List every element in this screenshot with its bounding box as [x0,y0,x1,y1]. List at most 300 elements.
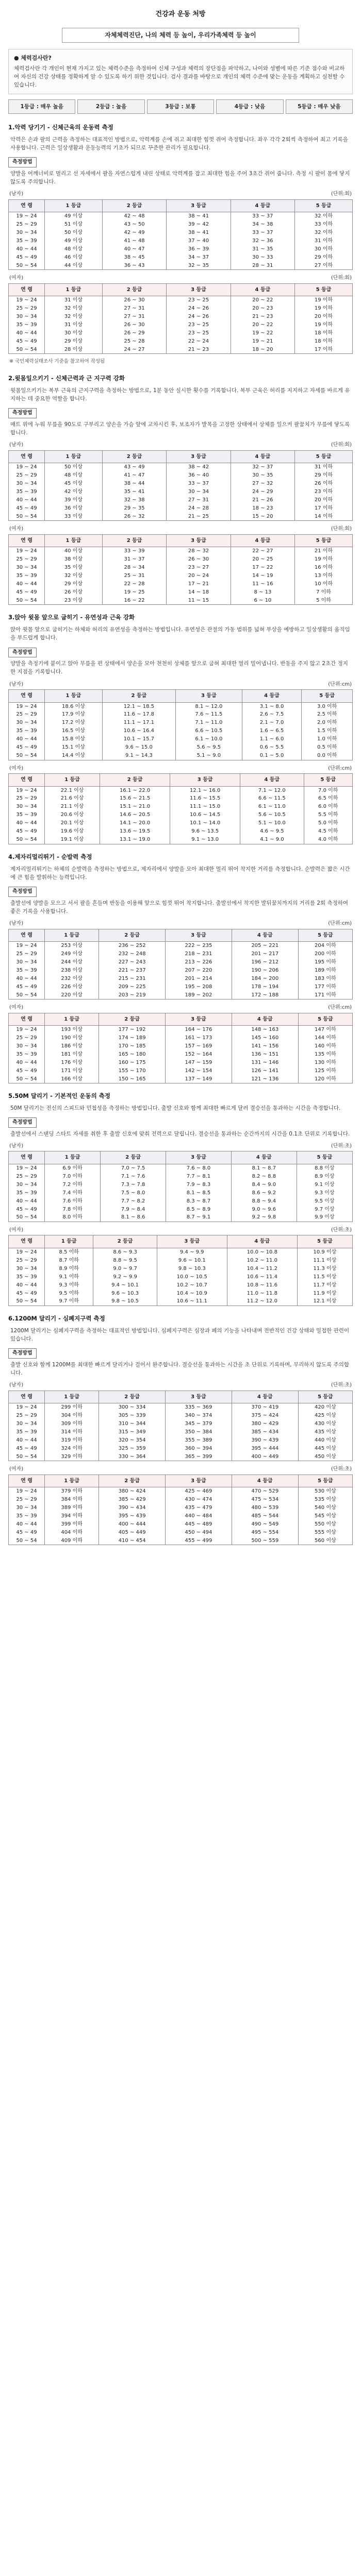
score-cell: 335 ~ 369 [166,1403,232,1412]
gender-label: (남자) [9,921,24,927]
score-cell: 9.3 이하 [45,1281,93,1289]
score-cell: 370 ~ 419 [232,1403,298,1412]
score-cell: 320 ~ 354 [99,1436,166,1445]
age-cell: 25 ~ 29 [9,304,45,313]
score-cell: 20 ~ 24 [167,572,231,580]
score-cell: 51 이상 [45,221,103,229]
score-cell: 221 ~ 237 [99,967,166,975]
gender-label: (여자) [9,765,24,771]
score-cell: 35 ~ 41 [102,488,166,496]
score-cell: 6.9 이하 [45,1164,101,1172]
score-cell: 189 이하 [298,967,352,975]
score-cell: 405 ~ 449 [99,1529,166,1537]
score-cell: 120 이하 [298,1075,352,1083]
female-score-table [8,283,353,354]
score-cell: 49 이상 [45,212,103,221]
score-cell: 11 ~ 15 [167,597,231,605]
gender-label: (여자) [9,1466,24,1472]
age-column-header: 연 령 [9,1475,45,1487]
score-cell: 11.3 이상 [297,1264,352,1273]
age-cell: 25 ~ 29 [9,1412,45,1420]
age-cell: 35 ~ 39 [9,237,45,245]
method-description: 매트 위에 누워 무릎을 90도로 구부리고 양손을 가슴 앞에 교차시킨 후, 보조자가 발목을 고정한 상태에서 상체를 일으켜 팔꿈치가 무릎에 닿도록 합니다. [10,421,350,436]
score-cell: 8.3 ~ 8.7 [166,1197,232,1205]
age-cell: 19 ~ 24 [9,296,45,304]
age-cell: 25 ~ 29 [9,1172,45,1180]
table-row [9,229,353,237]
score-cell: 28 ~ 31 [231,262,294,270]
score-cell: 31 ~ 35 [231,245,294,253]
score-cell: 155 ~ 170 [99,1067,166,1075]
table-row [9,1520,353,1529]
gender-label: (남자) [9,1382,24,1388]
score-cell: 203 ~ 219 [99,991,166,999]
age-cell: 19 ~ 24 [9,1164,45,1172]
score-cell: 20 ~ 22 [231,321,294,329]
score-cell: 9.6 ~ 13.5 [170,827,240,836]
score-cell: 11 ~ 16 [231,580,294,588]
table-row [9,950,353,958]
score-cell: 4.6 ~ 9.5 [240,827,304,836]
score-cell: 399 이하 [45,1520,99,1529]
score-cell: 7.7 ~ 8.1 [166,1172,232,1180]
score-cell: 218 ~ 231 [166,950,232,958]
grade-column-header: 1 등급 [45,1013,99,1026]
grade-column-header: 5 등급 [304,774,353,787]
table-header-row [9,1151,353,1164]
score-cell: 11.6 ~ 17.8 [102,710,175,719]
score-cell: 46 이상 [45,253,103,262]
score-cell: 21.6 이상 [45,794,100,803]
score-cell: 7.0 이하 [45,1172,101,1180]
method-description: 양발을 측정기에 붙이고 앉아 무릎을 편 상태에서 양손을 모아 천천히 상체를 앞으로 굽혀 최대한 멀리 밀어냅니다. 반동을 주지 않고 2초간 정지한 지점을 기록합니다. [10,660,348,675]
score-cell: 33 ~ 37 [167,480,231,488]
age-cell: 45 ~ 49 [9,337,45,346]
grade-column-header: 1 등급 [45,283,103,296]
age-cell: 25 ~ 29 [9,1256,45,1264]
sections-container [8,123,353,1545]
score-cell: 10.4 ~ 11.2 [227,1264,297,1273]
method-description: 양발을 어깨너비로 벌리고 선 자세에서 팔을 자연스럽게 내린 상태로 악력계를 잡고 최대한 힘을 주어 3초간 쥐어 줍니다. 측정 시 팔이 몸에 닿지 않도록 주의합니다. [10,170,350,185]
table-caption-row [9,1381,352,1389]
score-cell: 32 이상 [45,313,103,321]
score-cell: 38 ~ 44 [102,480,166,488]
age-cell: 35 ~ 39 [9,1050,45,1059]
age-cell: 40 ~ 44 [9,496,45,504]
score-cell: 30 이하 [295,245,353,253]
grade-column-header: 3 등급 [167,199,231,212]
age-cell: 45 ~ 49 [9,1067,45,1075]
table-row [9,1487,353,1496]
table-row [9,735,353,743]
score-cell: 37 ~ 40 [167,237,231,245]
score-cell: 360 ~ 394 [166,1445,232,1453]
score-cell: 1.6 ~ 6.5 [242,727,302,735]
score-cell: 209 ~ 225 [99,983,166,991]
score-cell: 21 ~ 25 [167,513,231,521]
table-caption-row [9,765,352,773]
grade-column-header: 1 등급 [45,774,100,787]
score-cell: 365 ~ 399 [166,1453,232,1461]
table-row [9,337,353,346]
score-cell: 15 ~ 20 [231,513,294,521]
table-row [9,588,353,597]
grade-column-header: 1 등급 [45,199,103,212]
female-score-table [8,534,353,605]
table-header [9,690,353,703]
table-row [9,488,353,496]
score-cell: 8.7 이하 [45,1256,93,1264]
score-cell: 1.0 이하 [302,735,353,743]
score-cell: 21 ~ 26 [231,496,294,504]
score-cell: 10.8 ~ 11.6 [227,1281,297,1289]
grade-column-header: 2 등급 [99,1475,166,1487]
gender-label: (남자) [9,1143,24,1149]
table-caption-row [9,920,352,928]
table-row [9,564,353,572]
score-cell: 11.1 ~ 17.1 [102,719,175,727]
table-caption-row [9,274,352,282]
score-cell: 10.6 ~ 11.1 [157,1297,227,1306]
grade-column-header: 5 등급 [295,534,353,547]
table-row [9,752,353,760]
age-cell: 25 ~ 29 [9,1496,45,1504]
score-cell: 41 ~ 47 [102,471,166,480]
score-cell: 19.1 이상 [45,836,100,844]
score-cell: 29 ~ 35 [102,504,166,513]
table-row [9,1050,353,1059]
table-row [9,1075,353,1083]
score-cell: 11.5 이상 [297,1273,352,1281]
score-cell: 8.1 ~ 8.7 [231,1164,297,1172]
score-cell: 5 이하 [295,597,353,605]
score-cell: 176 이상 [45,1059,99,1067]
table-row [9,1042,353,1050]
score-cell: 9.1 이하 [45,1273,93,1281]
score-cell: 1.5 이하 [302,727,353,735]
page-title: 건강과 운동 처방 [155,10,206,18]
score-cell: 350 ~ 384 [166,1428,232,1436]
score-cell: 380 ~ 424 [99,1487,166,1496]
age-cell: 40 ~ 44 [9,329,45,337]
score-cell: 304 이하 [45,1412,99,1420]
female-score-table [8,1475,353,1546]
score-cell: 201 ~ 214 [166,975,232,983]
score-cell: 201 ~ 217 [232,950,298,958]
unit-label: (단위:cm) [328,681,352,687]
score-cell: 12.1 ~ 16.0 [170,786,240,794]
score-cell: 38 ~ 45 [102,253,166,262]
score-cell: 15.1 이상 [45,743,103,752]
score-cell: 14 ~ 19 [231,572,294,580]
score-cell: 10 이하 [295,580,353,588]
score-cell: 2.1 ~ 7.0 [242,719,302,727]
grade-column-header: 5 등급 [298,1391,352,1403]
score-cell: 121 ~ 136 [232,1075,298,1083]
score-cell: 23 이하 [295,488,353,496]
score-cell: 50 이상 [45,463,103,471]
score-cell: 7 이하 [295,588,353,597]
score-cell: 189 ~ 202 [166,991,232,999]
score-cell: 157 ~ 169 [166,1042,232,1050]
table-caption-row [9,1226,352,1234]
unit-label: (단위:회) [331,275,352,281]
score-cell: 45 이상 [45,480,103,488]
score-cell: 30 이상 [45,329,103,337]
grade-column-header: 5 등급 [297,1235,352,1248]
score-cell: 207 ~ 220 [166,967,232,975]
method-description: 출발선에서 스탠딩 스타트 자세를 취한 후 출발 신호에 맞춰 전력으로 달립니다. 결승선을 통과하는 순간까지의 시간을 0.1초 단위로 기록합니다. [10,1130,350,1137]
table-row [9,1504,353,1512]
score-cell: 36 ~ 40 [167,471,231,480]
score-cell: 7.2 이하 [45,1180,101,1189]
score-cell: 10.0 ~ 10.8 [227,1248,297,1256]
score-cell: 445 ~ 489 [166,1520,232,1529]
age-cell: 45 ~ 49 [9,1205,45,1213]
score-cell: 238 이상 [45,967,99,975]
score-cell: 15.6 ~ 21.5 [100,794,170,803]
table-header-row [9,929,353,942]
score-cell: 9.7 이상 [297,1205,352,1213]
score-cell: 410 ~ 454 [99,1537,166,1545]
table-row [9,1180,353,1189]
table-body [9,942,353,999]
score-cell: 28 ~ 34 [102,564,166,572]
score-cell: 555 이상 [298,1529,352,1537]
score-cell: 190 이상 [45,1034,99,1042]
score-cell: 9.6 ~ 15.0 [102,743,175,752]
table-row [9,321,353,329]
score-cell: 299 이하 [45,1403,99,1412]
score-cell: 11.1 ~ 15.0 [170,803,240,811]
score-cell: 9.9 이상 [297,1213,352,1222]
score-cell: 32 ~ 36 [231,237,294,245]
score-cell: 7.6 ~ 8.0 [166,1164,232,1172]
table-row [9,1297,353,1306]
score-cell: 355 ~ 389 [166,1436,232,1445]
score-cell: 16 이하 [295,564,353,572]
table-row [9,329,353,337]
score-cell: 253 이상 [45,942,99,950]
score-cell: 400 ~ 449 [232,1453,298,1461]
score-cell: 11.6 ~ 15.5 [170,794,240,803]
score-cell: 195 이하 [298,958,352,967]
male-score-table [8,450,353,521]
age-cell: 19 ~ 24 [9,1403,45,1412]
age-column-header: 연 령 [9,1013,45,1026]
grade-column-header: 4 등급 [231,534,294,547]
age-cell: 19 ~ 24 [9,1487,45,1496]
score-cell: 445 이상 [298,1445,352,1453]
table-header [9,534,353,547]
table-header-row [9,1391,353,1403]
age-cell: 30 ~ 34 [9,803,45,811]
age-cell: 19 ~ 24 [9,1248,45,1256]
grade-column-header: 2 등급 [102,690,175,703]
score-cell: 0.5 이하 [302,743,353,752]
score-cell: 385 ~ 434 [232,1428,298,1436]
section-title: 3.앉아 윗몸 앞으로 굽히기 - 유연성과 근육 강화 [8,614,135,621]
score-cell: 147 이하 [298,1026,352,1034]
score-cell: 41 ~ 48 [102,237,166,245]
score-cell: 389 이하 [45,1504,99,1512]
score-cell: 21 ~ 23 [231,313,294,321]
score-cell: 9.0 ~ 9.6 [231,1205,297,1213]
score-cell: 135 이하 [298,1050,352,1059]
score-cell: 0.1 ~ 5.0 [242,752,302,760]
score-cell: 193 이상 [45,1026,99,1034]
score-cell: 7.0 이하 [304,786,353,794]
age-cell: 40 ~ 44 [9,580,45,588]
score-cell: 6 ~ 10 [231,597,294,605]
table-header-row [9,1475,353,1487]
age-cell: 30 ~ 34 [9,564,45,572]
score-cell: 32 이상 [45,304,103,313]
score-cell: 15.1 ~ 21.0 [100,803,170,811]
method-label: 측정방법 [8,887,37,897]
table-row [9,1273,353,1281]
grade-column-header: 2 등급 [99,929,166,942]
score-cell: 32 이상 [45,572,103,580]
score-cell: 29 이상 [45,337,103,346]
score-cell: 183 이하 [298,975,352,983]
grade-column-header: 4 등급 [231,283,294,296]
score-cell: 22 ~ 28 [102,580,166,588]
score-cell: 5.5 이하 [304,811,353,819]
score-cell: 345 ~ 379 [166,1420,232,1428]
grade-column-header: 3 등급 [157,1235,227,1248]
score-cell: 404 이하 [45,1529,99,1537]
table-row [9,1428,353,1436]
score-cell: 2.0 이하 [302,719,353,727]
section-title: 1.악력 당기기 - 신체근육의 운동력 측정 [8,123,113,131]
female-score-table [8,773,353,844]
age-cell: 30 ~ 34 [9,480,45,488]
table-row [9,1537,353,1545]
score-cell: 9.4 ~ 9.9 [157,1248,227,1256]
score-cell: 9.1 이상 [297,1180,352,1189]
score-cell: 12.1 이상 [297,1297,352,1306]
score-cell: 8.1 ~ 8.5 [166,1189,232,1197]
grade-column-header: 4 등급 [232,929,298,942]
grade-column-header: 1 등급 [45,690,103,703]
age-column-header: 연 령 [9,774,45,787]
score-cell: 395 ~ 444 [232,1445,298,1453]
score-cell: 27 ~ 31 [102,304,166,313]
score-cell: 140 이하 [298,1042,352,1050]
table-row [9,743,353,752]
score-cell: 6.5 이하 [304,794,353,803]
age-cell: 19 ~ 24 [9,1026,45,1034]
age-cell: 19 ~ 24 [9,702,45,710]
score-cell: 9.2 ~ 9.9 [93,1273,157,1281]
score-cell: 480 ~ 539 [232,1504,298,1512]
score-cell: 9.6 ~ 10.3 [93,1289,157,1297]
score-cell: 36 ~ 39 [167,245,231,253]
unit-label: (단위:cm) [328,921,352,927]
age-cell: 35 ~ 39 [9,488,45,496]
age-cell: 50 ~ 54 [9,1297,45,1306]
measurement-section [8,374,353,605]
score-cell: 215 ~ 231 [99,975,166,983]
grade-column-header: 1 등급 [45,1235,93,1248]
grade-column-header: 5 등급 [295,199,353,212]
table-body [9,1248,353,1306]
gender-label: (여자) [9,526,24,532]
score-cell: 5.6 ~ 9.5 [175,743,242,752]
age-cell: 40 ~ 44 [9,1436,45,1445]
grade-column-header: 4 등급 [227,1235,297,1248]
grade-column-header: 5 등급 [302,690,353,703]
grade-column-header: 5 등급 [298,1475,352,1487]
age-cell: 35 ~ 39 [9,1189,45,1197]
score-cell: 32 ~ 35 [167,262,231,270]
score-cell: 6.6 ~ 10.5 [175,727,242,735]
score-cell: 24 ~ 27 [102,346,166,354]
score-cell: 440 이상 [298,1436,352,1445]
score-cell: 172 ~ 188 [232,991,298,999]
table-row [9,597,353,605]
section-title: 4.제자리멀리뛰기 - 순발력 측정 [8,853,92,860]
score-cell: 5.1 ~ 10.0 [240,819,304,827]
grade-column-header: 1 등급 [45,1391,99,1403]
method-label: 측정방법 [8,408,37,418]
table-row [9,1034,353,1042]
score-cell: 28 ~ 32 [167,547,231,555]
score-cell: 314 이하 [45,1428,99,1436]
score-cell: 11.7 이상 [297,1281,352,1289]
age-cell: 50 ~ 54 [9,513,45,521]
score-cell: 232 ~ 248 [99,950,166,958]
score-cell: 18 이하 [295,337,353,346]
score-cell: 26 ~ 30 [167,555,231,564]
measurement-section [8,1092,353,1306]
score-cell: 10.0 ~ 10.5 [157,1273,227,1281]
score-cell: 28 이상 [45,346,103,354]
score-cell: 23 ~ 27 [167,564,231,572]
age-cell: 30 ~ 34 [9,1264,45,1273]
age-column-header: 연 령 [9,450,45,463]
table-row [9,942,353,950]
measurement-section [8,123,353,366]
score-cell: 190 ~ 206 [232,967,298,975]
table-row [9,975,353,983]
age-cell: 30 ~ 34 [9,229,45,237]
score-cell: 19 이하 [295,555,353,564]
score-cell: 325 ~ 359 [99,1445,166,1453]
age-cell: 25 ~ 29 [9,794,45,803]
gender-label: (여자) [9,275,24,281]
score-cell: 8.1 ~ 8.6 [101,1213,166,1222]
age-cell: 50 ~ 54 [9,597,45,605]
table-row [9,803,353,811]
score-cell: 11.9 이상 [297,1289,352,1297]
score-cell: 177 ~ 192 [99,1026,166,1034]
method-label: 측정방법 [8,1117,37,1128]
grade-column-header: 4 등급 [232,1391,298,1403]
score-cell: 8.8 ~ 9.5 [93,1256,157,1264]
score-cell: 425 이상 [298,1412,352,1420]
grade-column-header: 1 등급 [45,1151,101,1164]
score-cell: 19 이하 [295,321,353,329]
score-cell: 13.6 ~ 19.5 [100,827,170,836]
table-row [9,1248,353,1256]
score-cell: 25 ~ 28 [102,337,166,346]
score-cell: 195 ~ 208 [166,983,232,991]
table-row [9,1512,353,1520]
age-cell: 35 ~ 39 [9,1512,45,1520]
score-cell: 10.1 ~ 14.0 [170,819,240,827]
